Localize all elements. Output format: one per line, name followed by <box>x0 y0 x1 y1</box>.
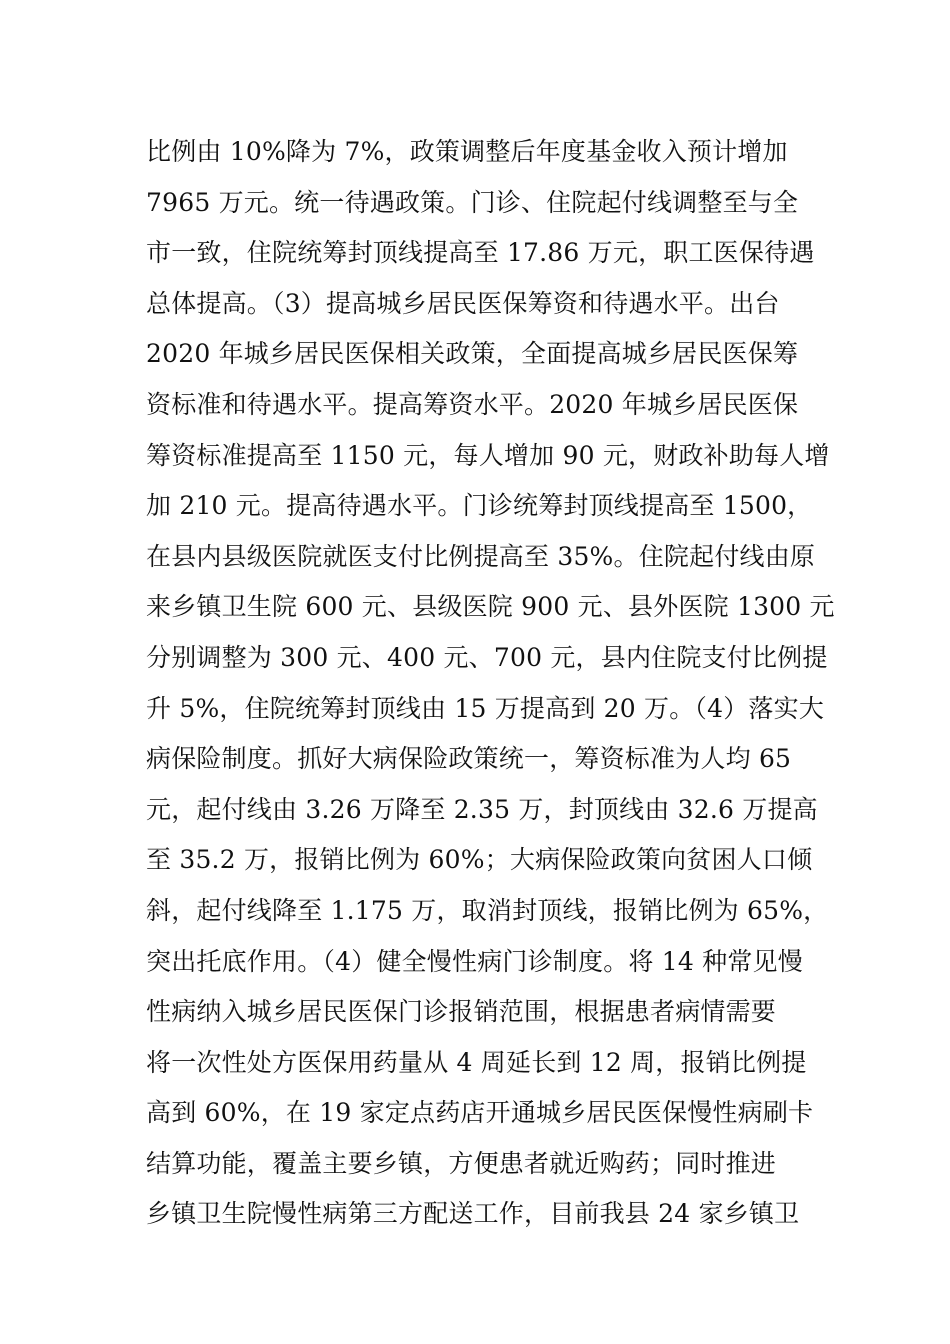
text-line-5: 2020 年城乡居民医保相关政策，全面提高城乡居民医保筹 <box>146 339 799 369</box>
text-line-22: 乡镇卫生院慢性病第三方配送工作，目前我县 24 家乡镇卫 <box>146 1199 800 1229</box>
text-line-14: 元，起付线由 3.26 万降至 2.35 万，封顶线由 32.6 万提高 <box>146 794 818 824</box>
text-line-3: 市一致，住院统筹封顶线提高至 17.86 万元，职工医保待遇 <box>146 238 815 268</box>
text-line-4: 总体提高。（3）提高城乡居民医保筹资和待遇水平。出台 <box>146 288 780 318</box>
text-line-10: 来乡镇卫生院 600 元、县级医院 900 元、县外医院 1300 元 <box>146 592 835 622</box>
text-line-15: 至 35.2 万，报销比例为 60%；大病保险政策向贫困人口倾 <box>146 845 813 875</box>
text-line-21: 结算功能，覆盖主要乡镇，方便患者就近购药；同时推进 <box>146 1148 777 1178</box>
text-line-12: 升 5%，住院统筹封顶线由 15 万提高到 20 万。（4）落实大 <box>146 693 825 723</box>
text-line-16: 斜，起付线降至 1.175 万，取消封顶线，报销比例为 65%， <box>146 895 829 925</box>
text-line-18: 性病纳入城乡居民医保门诊报销范围，根据患者病情需要 <box>146 997 777 1027</box>
text-line-6: 资标准和待遇水平。提高筹资水平。2020 年城乡居民医保 <box>146 389 799 419</box>
text-line-2: 7965 万元。统一待遇政策。门诊、住院起付线调整至与全 <box>146 187 799 217</box>
text-line-7: 筹资标准提高至 1150 元，每人增加 90 元，财政补助每人增 <box>146 440 830 470</box>
text-line-11: 分别调整为 300 元、400 元、700 元，县内住院支付比例提 <box>146 642 828 672</box>
text-line-8: 加 210 元。提高待遇水平。门诊统筹封顶线提高至 1500， <box>146 491 813 521</box>
text-line-9: 在县内县级医院就医支付比例提高至 35%。住院起付线由原 <box>146 541 816 571</box>
text-line-1: 比例由 10%降为 7%，政策调整后年度基金收入预计增加 <box>146 137 788 166</box>
text-line-17: 突出托底作用。（4）健全慢性病门诊制度。将 14 种常见慢 <box>146 946 803 976</box>
text-line-20: 高到 60%，在 19 家定点药店开通城乡居民医保慢性病刷卡 <box>146 1098 814 1128</box>
body-text <box>146 131 835 1244</box>
text-line-19: 将一次性处方医保用药量从 4 周延长到 12 周，报销比例提 <box>146 1047 807 1077</box>
text-line-13: 病保险制度。抓好大病保险政策统一，筹资标准为人均 65 <box>146 744 792 774</box>
